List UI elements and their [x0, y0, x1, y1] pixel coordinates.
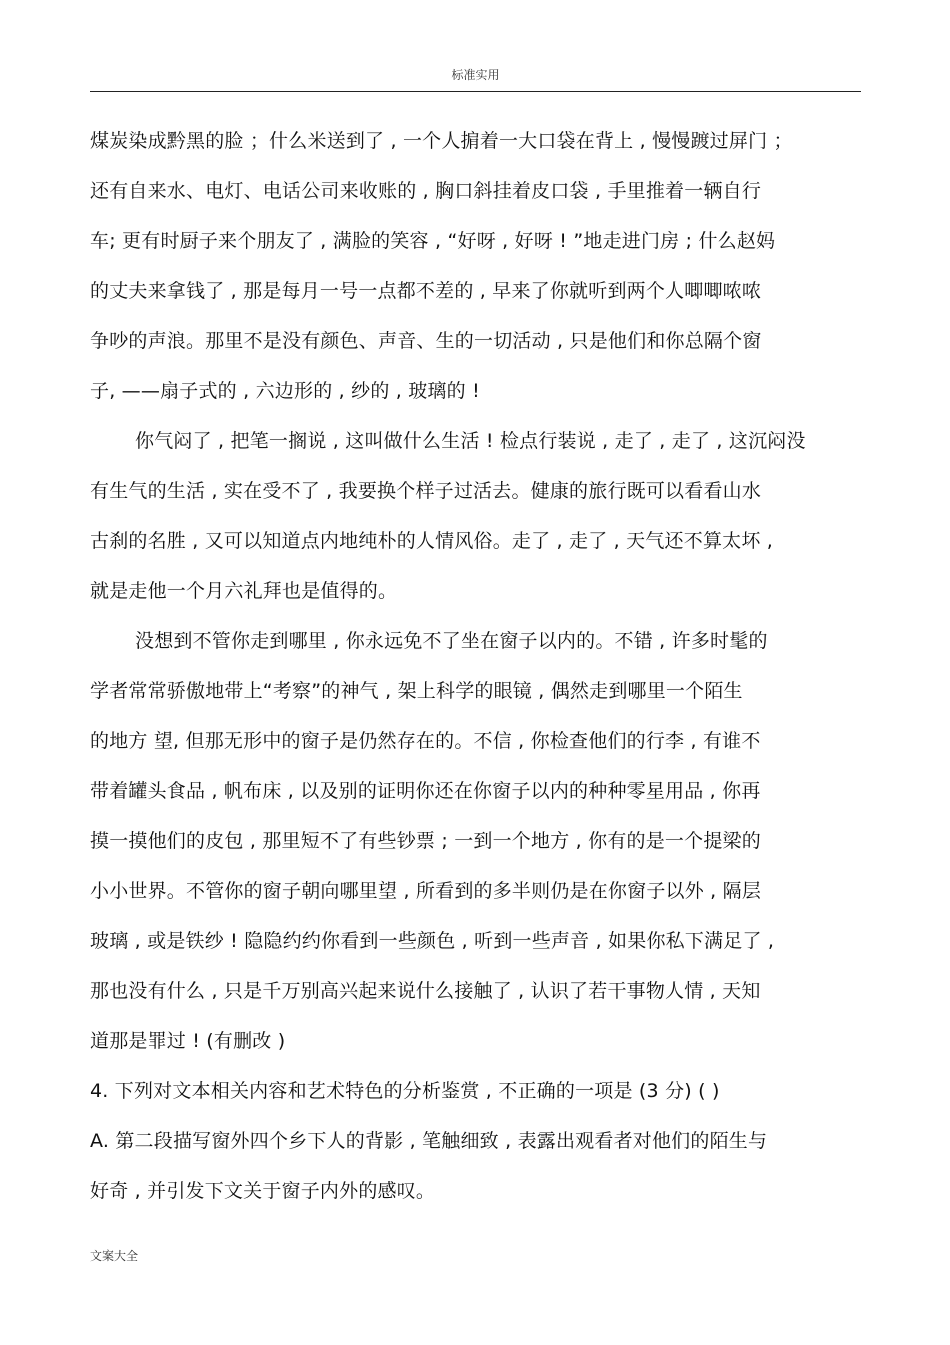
text-line: 有生气的生活 , 实在受不了 , 我要换个样子过活去。健康的旅行既可以看看山水 — [90, 480, 762, 502]
text-line: 学者常常骄傲地带上“考察”的神气 , 架上科学的眼镜 , 偶然走到哪里一个陌生 — [90, 680, 743, 702]
page-header: 标准实用 — [451, 68, 500, 82]
header-divider — [90, 91, 861, 92]
text-line: 那也没有什么 , 只是千万别高兴起来说什么接触了 , 认识了若干事物人情 , 天知 — [90, 980, 761, 1002]
text-line: 摸一摸他们的皮包 , 那里短不了有些钞票 ; 一到一个地方 , 你有的是一个提梁的 — [90, 830, 761, 852]
text-line: 争吵的声浪。那里不是没有颜色、声音、生的一切活动 , 只是他们和你总隔个窗 — [90, 330, 762, 352]
text-line: 煤炭染成黔黑的脸 ；什么米送到了 , 一个人掮着一大口袋在背上 , 慢慢踱过屏门 ； — [90, 130, 793, 152]
option-a-line: A. 第二段描写窗外四个乡下人的背影 , 笔触细致 , 表露出观看者对他们的陌生与 — [90, 1130, 768, 1152]
text-line: 的地方 望, 但那无形中的窗子是仍然存在的。不信 , 你检查他们的行李 , 有谁不 — [90, 730, 761, 752]
paragraph-first-line: 没想到不管你走到哪里 , 你永远免不了坐在窗子以内的。不错 , 许多时髦的 — [135, 630, 768, 652]
text-line: 车; 更有时厨子来个朋友了 , 满脸的笑容 , “好呀 , 好呀 ! ”地走进门房 ; 什么赵妈 — [90, 230, 776, 252]
text-line: 带着罐头食品 , 帆布床 , 以及别的证明你还在你窗子以内的种种零星用品 , 你再 — [90, 780, 761, 802]
text-line: 道那是罪过 ! (有删改 ) — [90, 1030, 286, 1052]
text-line: 就是走他一个月六礼拜也是值得的。 — [90, 580, 398, 602]
text-line: 好奇 , 并引发下文关于窗子内外的感叹。 — [90, 1180, 436, 1202]
paragraph-first-line: 你气闷了 , 把笔一搁说 , 这叫做什么生活 ! 检点行装说 , 走了 , 走了 , 这沉闷没 — [135, 430, 806, 452]
text-line: 的丈夫来拿钱了 , 那是每月一号一点都不差的 , 早来了你就听到两个人唧唧哝哝 — [90, 280, 762, 302]
text-line: 玻璃 , 或是铁纱 ! 隐隐约约你看到一些颜色 , 听到一些声音 , 如果你私下满足了 , — [90, 930, 775, 952]
question-line: 4. 下列对文本相关内容和艺术特色的分析鉴赏 , 不正确的一项是 (3 分) ( ) — [90, 1080, 720, 1102]
page-footer: 文案大全 — [90, 1249, 139, 1263]
text-line: 子, ——扇子式的 , 六边形的 , 纱的 , 玻璃的 ! — [90, 380, 480, 402]
text-line: 小小世界。不管你的窗子朝向哪里望 , 所看到的多半则仍是在你窗子以外 , 隔层 — [90, 880, 762, 902]
text-line: 古刹的名胜 , 又可以知道点内地纯朴的人情风俗。走了 , 走了 , 天气还不算太坏 , — [90, 530, 774, 552]
text-line: 还有自来水、电灯、电话公司来收账的 , 胸口斜挂着皮口袋 , 手里推着一辆自行 — [90, 180, 762, 202]
